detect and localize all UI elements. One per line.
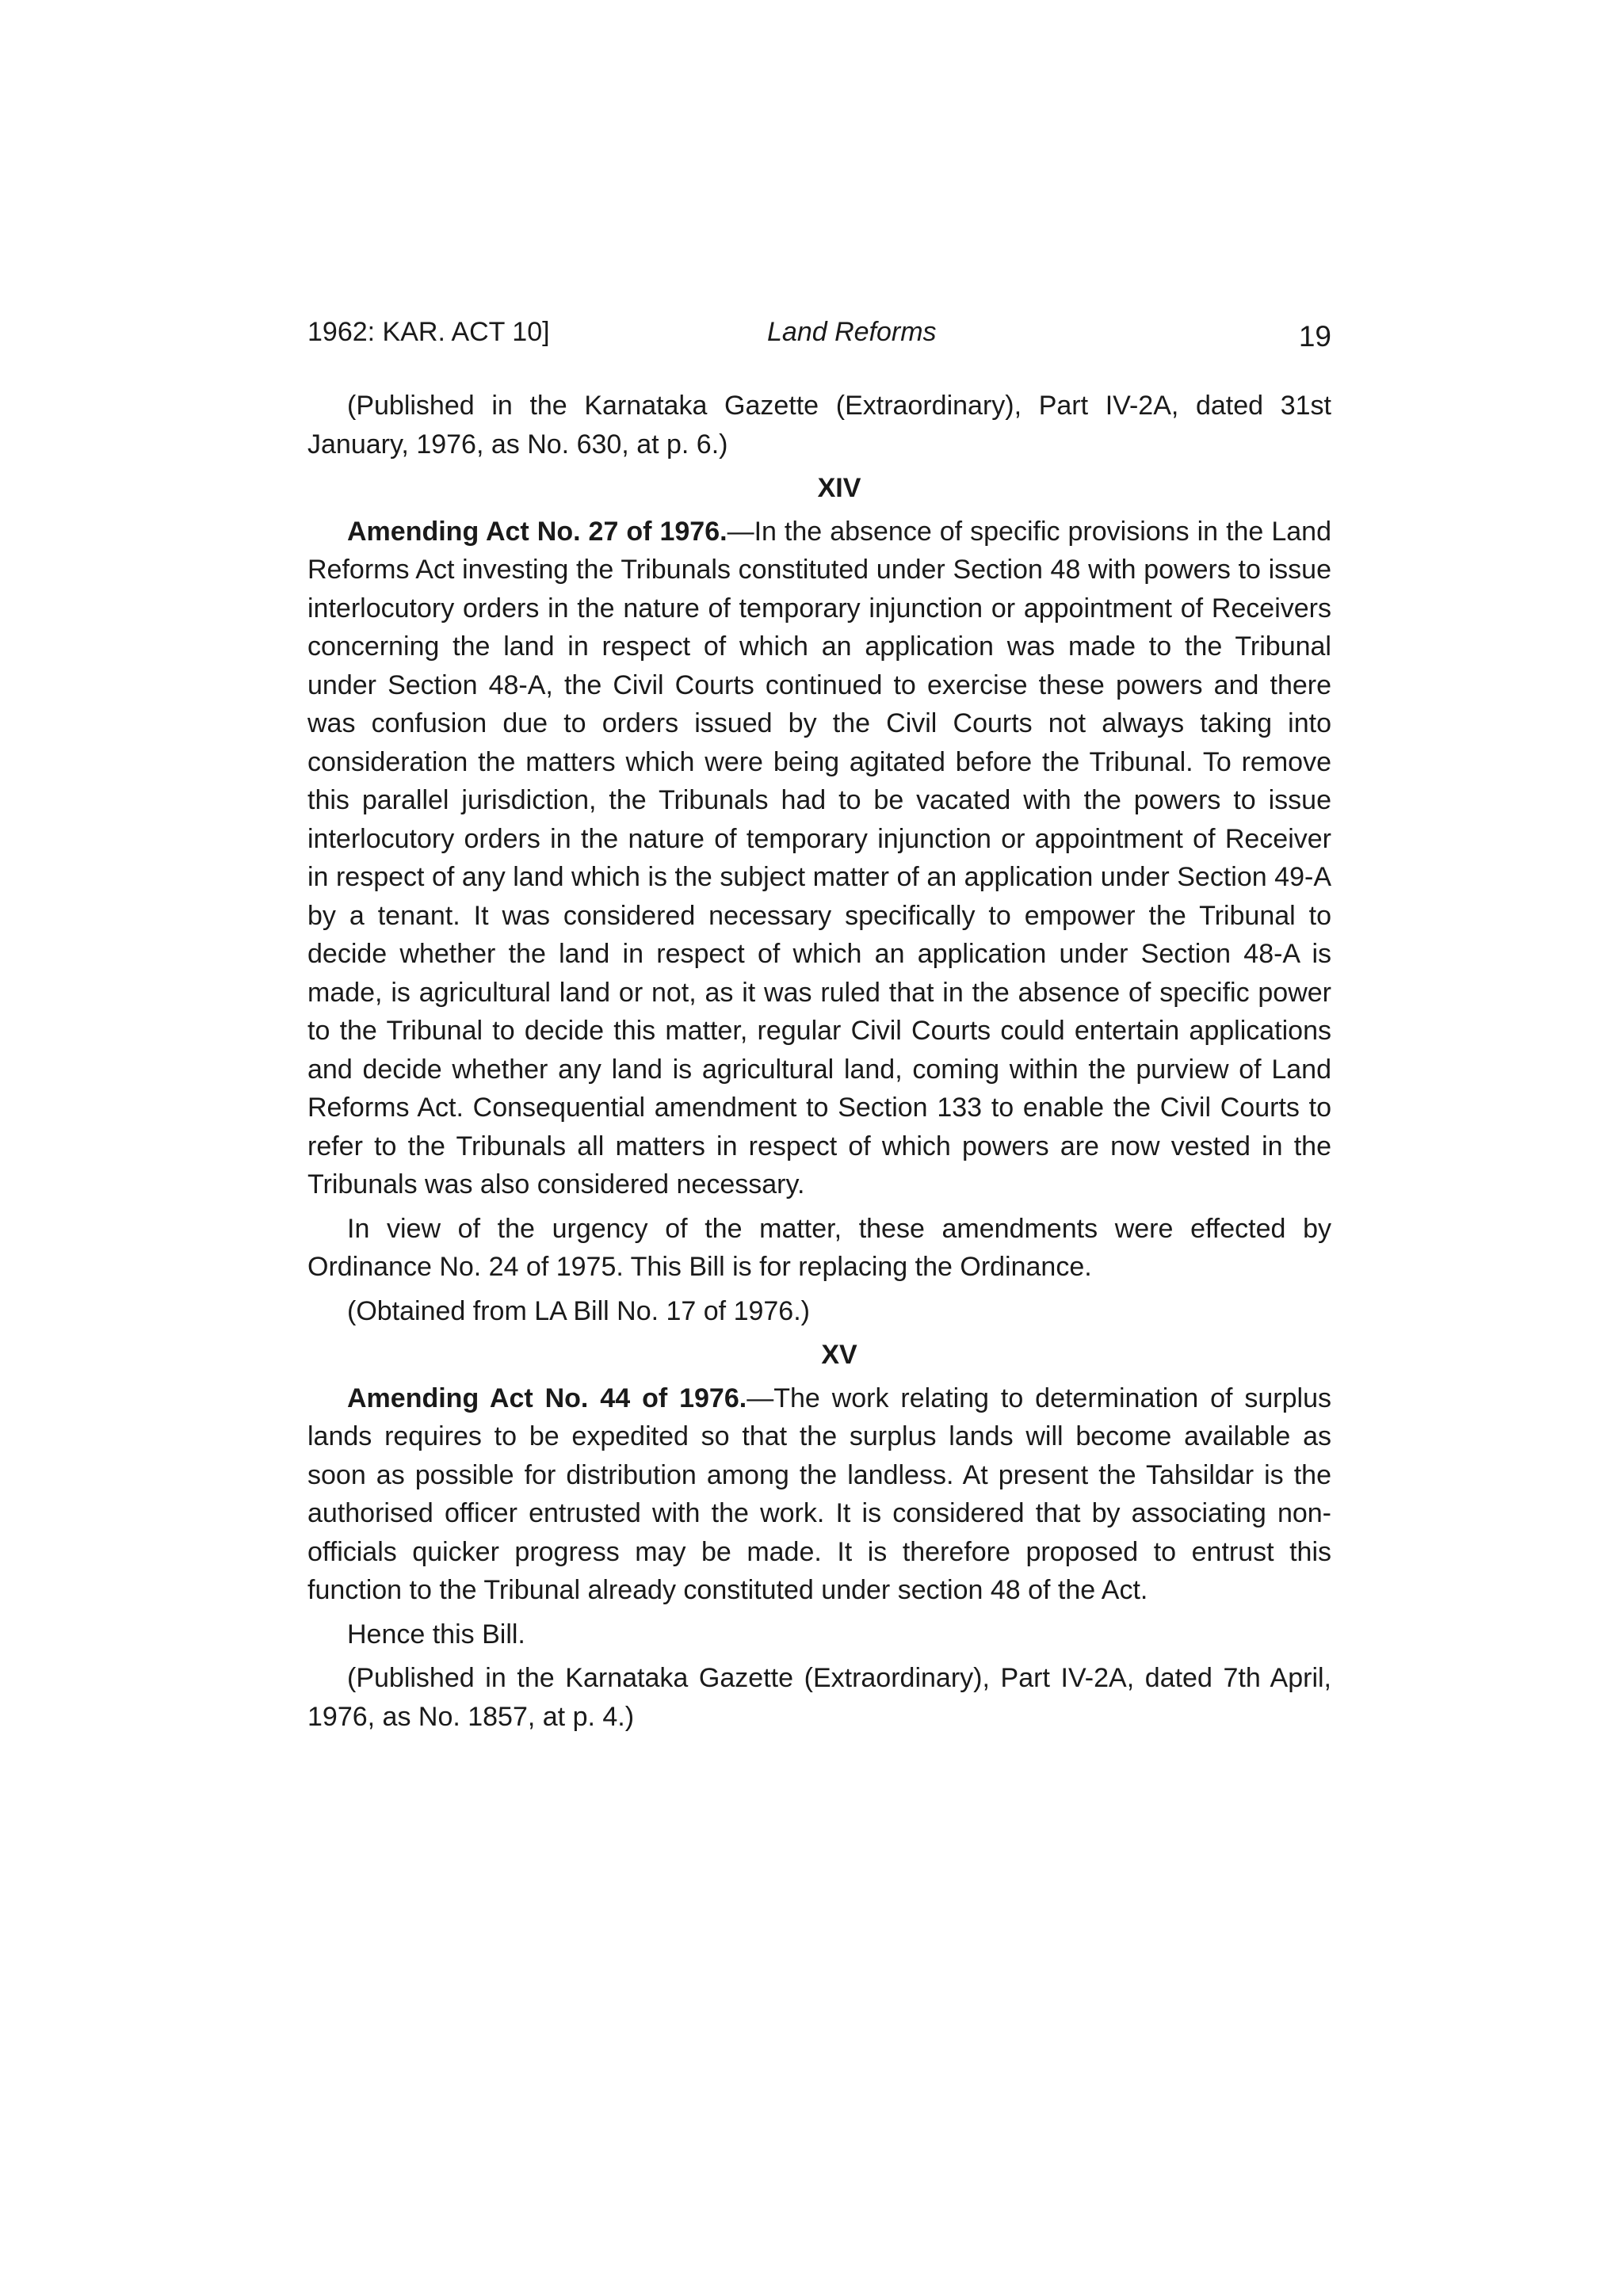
header-act-reference: 1962: KAR. ACT 10] [307, 317, 550, 347]
section-heading-xiv: XIV [817, 473, 861, 503]
amending-act-44-text: —The work relating to determination of surplus lands requires to be expedited so that the surplus lands will become available as soon as possible for distribution among the landless. At present the Tahsildar is the authorised officer entrusted with the work. It is considered that by associating non-officials quicker progress may be made. It is therefore proposed to entrust this function to the Tribunal already constituted under section 48 of the Act. [307, 1383, 1332, 1605]
amending-act-27-paragraph [307, 513, 1331, 1204]
amending-act-44-title: Amending Act No. 44 of 1976. [347, 1383, 747, 1413]
amending-act-27-title: Amending Act No. 27 of 1976. [347, 516, 727, 547]
amending-act-44-paragraph [307, 1379, 1331, 1610]
document-page [307, 311, 1331, 1741]
section-heading-xv: XV [821, 1340, 857, 1370]
urgency-paragraph: In view of the urgency of the matter, these amendments were effected by Ordinance No. 24 of 1975. This Bill is for replacing the Ordinance. [307, 1213, 1331, 1282]
closing-line: Hence this Bill. [347, 1619, 525, 1650]
page-number: 19 [1298, 320, 1331, 353]
published-note-1976-1857: (Published in the Karnataka Gazette (Extraordinary), Part IV-2A, dated 7th April, 1976, as No. 1857, at p. 4.) [307, 1663, 1331, 1732]
running-header [307, 311, 1331, 355]
source-note-la-bill-17: (Obtained from LA Bill No. 17 of 1976.) [347, 1295, 810, 1326]
amending-act-27-text: —In the absence of specific provisions in the Land Reforms Act investing the Tribunals constituted under Section 48 with powers to issue interlocutory orders in the nature of temporary injunction or appointment of Receivers concerning the land in respect of which an application was made to the Tribunal under Section 48-A, the Civil Courts continued to exercise these powers and there was confusion due to orders issued by the Civil Courts not always taking into consideration the matters which were being agitated before the Tribunal. To remove this parallel jurisdiction, the Tribunals had to be vacated with the powers to issue interlocutory orders in the nature of temporary injunction or appointment of Receiver in respect of any land which is the subject matter of an application under Section 49-A by a tenant. It was considered necessary specifically to empower the Tribunal to decide whether the land in respect of which an application under Section 48-A is made, is agricultural land or not, as it was ruled that in the absence of specific power to the Tribunal to decide this matter, regular Civil Courts could entertain applications and decide whether any land is agricultural land, coming within the purview of Land Reforms Act. Consequential amendment to Section 133 to enable the Civil Courts to refer to the Tribunals all matters in respect of which powers are now vested in the Tribunals was also considered necessary. [307, 516, 1331, 1199]
document-body [307, 387, 1331, 1736]
published-note-1976-630: (Published in the Karnataka Gazette (Extraordinary), Part IV-2A, dated 31st January, 1976, as No. 630, at p. 6.) [307, 391, 1331, 460]
header-title: Land Reforms [767, 317, 937, 347]
